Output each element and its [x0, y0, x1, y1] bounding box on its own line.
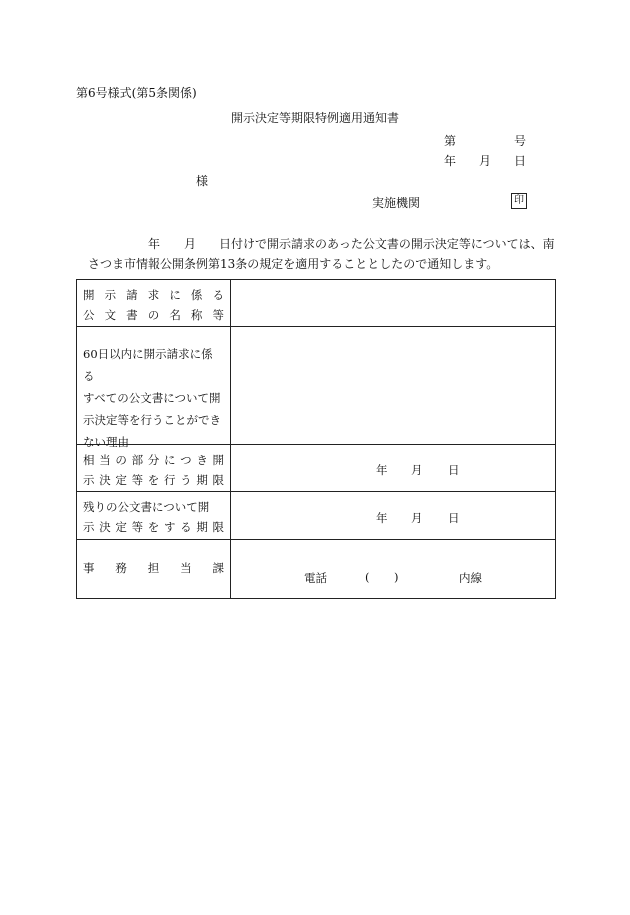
- label-char: 等: [131, 520, 144, 534]
- label-char: 担: [147, 561, 160, 575]
- document-title: 開示決定等期限特例適用通知書: [230, 111, 399, 125]
- form-table: [76, 279, 556, 599]
- label-char: 開: [212, 453, 224, 467]
- table-row: [77, 492, 555, 540]
- body-month: 月: [184, 237, 197, 251]
- label-char: 行: [163, 473, 176, 487]
- label-char: る: [180, 520, 192, 534]
- issue-date-year: 年: [444, 154, 457, 168]
- label-char: 部: [131, 453, 144, 467]
- label-char: を: [147, 520, 160, 534]
- phone-paren-open: (: [365, 570, 370, 584]
- label-char: 称: [190, 308, 203, 322]
- row-label-department: [77, 540, 231, 598]
- input-remaining-deadline[interactable]: [231, 492, 555, 539]
- label-char: 書: [126, 308, 138, 322]
- label-char: き: [196, 453, 208, 467]
- doc-number-dai: 第: [444, 134, 457, 148]
- label-char: 事: [83, 561, 95, 575]
- doc-number-go: 号: [514, 134, 527, 148]
- label-char: 期: [196, 520, 208, 534]
- label-char: 等: [212, 308, 224, 322]
- row-label-document-name: [77, 280, 231, 326]
- partial-deadline-day: 日: [448, 463, 460, 477]
- issue-date-day: 日: [514, 154, 527, 168]
- label-char: 相: [83, 453, 95, 467]
- label-char: 等: [131, 473, 144, 487]
- label-char: 請: [126, 288, 138, 302]
- body-line-1-text: 日付けで開示請求のあった公文書の開示決定等については、南: [219, 237, 555, 251]
- label-line: すべての公文書について開: [83, 391, 221, 405]
- label-char: 課: [212, 561, 224, 575]
- label-char: 開: [83, 288, 95, 302]
- label-char: 示: [83, 473, 95, 487]
- label-char: に: [169, 288, 181, 302]
- label-line: [83, 305, 224, 325]
- label-line: 示決定等を行うことができ: [83, 413, 221, 427]
- issue-date-month: 月: [479, 154, 492, 168]
- label-char: 当: [180, 561, 192, 575]
- label-char: 限: [212, 473, 224, 487]
- body-line-1: [0, 237, 630, 251]
- partial-deadline-month: 月: [411, 463, 423, 477]
- input-reason[interactable]: [231, 327, 555, 444]
- label-line: [83, 285, 224, 305]
- row-label-partial-deadline: [77, 445, 231, 491]
- addressee-suffix: 様: [196, 174, 209, 188]
- label-char: 公: [83, 308, 95, 322]
- label-char: 定: [115, 473, 127, 487]
- remaining-deadline-year: 年: [376, 511, 388, 525]
- seal-mark: 印: [511, 193, 527, 209]
- table-row: [77, 280, 555, 327]
- label-char: に: [163, 453, 176, 467]
- extension-label: 内線: [459, 571, 482, 585]
- row-label-remaining-deadline: [77, 492, 231, 539]
- label-char: 期: [196, 473, 208, 487]
- input-department[interactable]: [231, 540, 555, 598]
- remaining-deadline-day: 日: [448, 511, 460, 525]
- label-char: す: [163, 520, 176, 534]
- input-document-name[interactable]: [231, 280, 555, 326]
- label-char: つ: [180, 453, 192, 467]
- label-line: [83, 470, 224, 490]
- label-char: 名: [169, 308, 181, 322]
- label-char: 示: [83, 520, 95, 534]
- organization-label: 実施機関: [372, 196, 421, 210]
- label-char: 決: [99, 520, 111, 534]
- label-line: [83, 558, 224, 578]
- label-char: 決: [99, 473, 111, 487]
- label-line: [83, 517, 224, 537]
- label-char: を: [147, 473, 160, 487]
- label-line: ない理由: [83, 435, 129, 449]
- label-char: 務: [115, 561, 127, 575]
- label-line: 残りの公文書について開: [83, 500, 210, 514]
- partial-deadline-year: 年: [376, 463, 388, 477]
- label-char: う: [180, 473, 192, 487]
- label-line: 60日以内に開示請求に係る: [83, 347, 213, 383]
- label-char: の: [115, 453, 127, 467]
- phone-paren-close: ): [394, 570, 399, 584]
- label-char: 定: [115, 520, 127, 534]
- label-char: 当: [99, 453, 111, 467]
- remaining-deadline-month: 月: [411, 511, 423, 525]
- label-char: 示: [104, 288, 117, 302]
- label-char: 求: [147, 288, 160, 302]
- table-row: [77, 540, 555, 598]
- table-row: [77, 445, 555, 492]
- label-line: [83, 450, 224, 470]
- body-line-2: さつま市情報公開条例第13条の規定を適用することとしたので通知します。: [88, 257, 499, 271]
- table-row: [77, 327, 555, 449]
- form-label: 第6号様式(第5条関係): [76, 86, 197, 100]
- label-char: る: [212, 288, 224, 302]
- label-char: 分: [147, 453, 160, 467]
- label-char: 限: [212, 520, 224, 534]
- phone-label: 電話: [304, 571, 327, 585]
- body-year: 年: [148, 237, 161, 251]
- label-char: 係: [190, 288, 203, 302]
- label-char: の: [147, 308, 160, 322]
- row-label-reason: [77, 327, 231, 449]
- input-partial-deadline[interactable]: [231, 445, 555, 491]
- label-char: 文: [104, 308, 117, 322]
